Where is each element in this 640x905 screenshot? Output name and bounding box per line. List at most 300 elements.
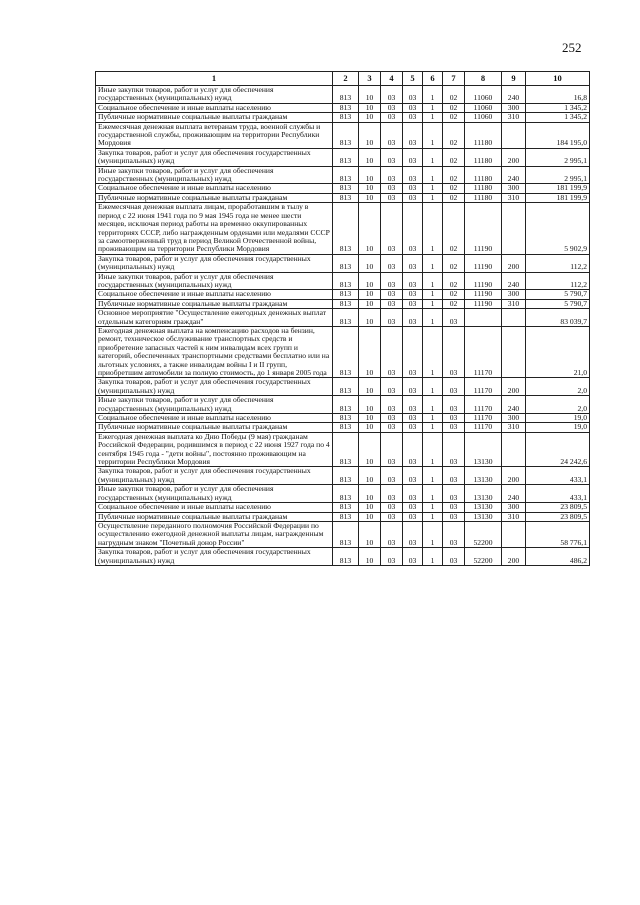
measure-cell: 03 xyxy=(443,512,465,521)
table-row xyxy=(96,309,590,327)
amount-cell: 19,0 xyxy=(526,414,590,423)
row-name-cell: Иные закупки товаров, работ и услуг для обеспечения государственных (муниципальных) нужд xyxy=(96,86,333,104)
amount-cell: 21,0 xyxy=(526,326,590,377)
subsection-cell: 03 xyxy=(381,193,403,202)
header-cell: 3 xyxy=(359,72,381,86)
section-cell: 10 xyxy=(359,148,381,166)
admin-code-cell: 813 xyxy=(333,184,359,193)
subprogram-cell: 1 xyxy=(423,467,443,485)
subsection-cell: 03 xyxy=(381,166,403,184)
direction-cell: 11190 xyxy=(465,299,502,308)
program-cell: 03 xyxy=(403,309,423,327)
direction-cell: 11170 xyxy=(465,423,502,432)
expense-type-cell: 300 xyxy=(502,290,526,299)
subsection-cell: 03 xyxy=(381,548,403,566)
measure-cell: 03 xyxy=(443,378,465,396)
admin-code-cell: 813 xyxy=(333,193,359,202)
amount-cell: 184 195,0 xyxy=(526,122,590,148)
table-row xyxy=(96,193,590,202)
section-cell: 10 xyxy=(359,521,381,547)
section-cell: 10 xyxy=(359,290,381,299)
expense-type-cell: 200 xyxy=(502,467,526,485)
subsection-cell: 03 xyxy=(381,326,403,377)
subsection-cell: 03 xyxy=(381,423,403,432)
section-cell: 10 xyxy=(359,378,381,396)
direction-cell: 11170 xyxy=(465,378,502,396)
subprogram-cell: 1 xyxy=(423,512,443,521)
subprogram-cell: 1 xyxy=(423,503,443,512)
header-cell: 6 xyxy=(423,72,443,86)
subprogram-cell: 1 xyxy=(423,254,443,272)
section-cell: 10 xyxy=(359,299,381,308)
subsection-cell: 03 xyxy=(381,521,403,547)
table-body xyxy=(96,86,590,566)
direction-cell: 13130 xyxy=(465,432,502,467)
amount-cell: 1 345,2 xyxy=(526,113,590,122)
measure-cell: 02 xyxy=(443,166,465,184)
direction-cell: 11180 xyxy=(465,184,502,193)
amount-cell: 1 345,2 xyxy=(526,103,590,112)
section-cell: 10 xyxy=(359,193,381,202)
section-cell: 10 xyxy=(359,113,381,122)
section-cell: 10 xyxy=(359,326,381,377)
table-row xyxy=(96,548,590,566)
table-row xyxy=(96,485,590,503)
amount-cell: 16,8 xyxy=(526,86,590,104)
subprogram-cell: 1 xyxy=(423,378,443,396)
program-cell: 03 xyxy=(403,148,423,166)
row-name-cell: Социальное обеспечение и иные выплаты населению xyxy=(96,103,333,112)
expense-type-cell: 310 xyxy=(502,423,526,432)
expense-type-cell: 200 xyxy=(502,548,526,566)
section-cell: 10 xyxy=(359,503,381,512)
subprogram-cell: 1 xyxy=(423,290,443,299)
table-row xyxy=(96,378,590,396)
table-row xyxy=(96,122,590,148)
expense-type-cell: 310 xyxy=(502,512,526,521)
expense-type-cell xyxy=(502,309,526,327)
amount-cell: 433,1 xyxy=(526,485,590,503)
subprogram-cell: 1 xyxy=(423,86,443,104)
subprogram-cell: 1 xyxy=(423,203,443,254)
subsection-cell: 03 xyxy=(381,485,403,503)
subprogram-cell: 1 xyxy=(423,184,443,193)
section-cell: 10 xyxy=(359,184,381,193)
direction-cell: 13130 xyxy=(465,485,502,503)
direction-cell: 13130 xyxy=(465,503,502,512)
program-cell: 03 xyxy=(403,521,423,547)
row-name-cell: Иные закупки товаров, работ и услуг для обеспечения государственных (муниципальных) нужд xyxy=(96,272,333,290)
expense-type-cell xyxy=(502,203,526,254)
header-cell: 7 xyxy=(443,72,465,86)
measure-cell: 03 xyxy=(443,521,465,547)
amount-cell: 112,2 xyxy=(526,272,590,290)
program-cell: 03 xyxy=(403,113,423,122)
header-cell: 9 xyxy=(502,72,526,86)
amount-cell: 23 809,5 xyxy=(526,503,590,512)
section-cell: 10 xyxy=(359,485,381,503)
direction-cell: 11060 xyxy=(465,103,502,112)
row-name-cell: Публичные нормативные социальные выплаты гражданам xyxy=(96,193,333,202)
expense-type-cell xyxy=(502,326,526,377)
measure-cell: 03 xyxy=(443,326,465,377)
admin-code-cell: 813 xyxy=(333,467,359,485)
measure-cell: 03 xyxy=(443,503,465,512)
expense-type-cell: 310 xyxy=(502,193,526,202)
amount-cell: 181 199,9 xyxy=(526,193,590,202)
subprogram-cell: 1 xyxy=(423,299,443,308)
section-cell: 10 xyxy=(359,423,381,432)
table-row xyxy=(96,414,590,423)
table-row xyxy=(96,290,590,299)
program-cell: 03 xyxy=(403,254,423,272)
amount-cell: 2,0 xyxy=(526,378,590,396)
subprogram-cell: 1 xyxy=(423,326,443,377)
row-name-cell: Закупка товаров, работ и услуг для обеспечения государственных (муниципальных) нужд xyxy=(96,148,333,166)
direction-cell: 11190 xyxy=(465,290,502,299)
table-row xyxy=(96,467,590,485)
measure-cell: 03 xyxy=(443,548,465,566)
expense-type-cell: 240 xyxy=(502,86,526,104)
direction-cell: 11180 xyxy=(465,193,502,202)
amount-cell: 83 039,7 xyxy=(526,309,590,327)
subsection-cell: 03 xyxy=(381,503,403,512)
admin-code-cell: 813 xyxy=(333,166,359,184)
expense-type-cell xyxy=(502,122,526,148)
measure-cell: 02 xyxy=(443,184,465,193)
admin-code-cell: 813 xyxy=(333,503,359,512)
row-name-cell: Закупка товаров, работ и услуг для обеспечения государственных (муниципальных) нужд xyxy=(96,548,333,566)
program-cell: 03 xyxy=(403,103,423,112)
expense-type-cell: 310 xyxy=(502,113,526,122)
subsection-cell: 03 xyxy=(381,290,403,299)
row-name-cell: Иные закупки товаров, работ и услуг для обеспечения государственных (муниципальных) нужд xyxy=(96,485,333,503)
section-cell: 10 xyxy=(359,548,381,566)
amount-cell: 486,2 xyxy=(526,548,590,566)
section-cell: 10 xyxy=(359,432,381,467)
table-row xyxy=(96,423,590,432)
header-cell: 5 xyxy=(403,72,423,86)
program-cell: 03 xyxy=(403,423,423,432)
subprogram-cell: 1 xyxy=(423,432,443,467)
section-cell: 10 xyxy=(359,309,381,327)
row-name-cell: Ежегодная денежная выплата ко Дню Победы (9 мая) гражданам Российской Федерации, родившимся в период с 22 июня 1927 года по 4 сентября 1945 года - "дети войны", постоянно проживающим на территории Республики Мордовия xyxy=(96,432,333,467)
section-cell: 10 xyxy=(359,166,381,184)
measure-cell: 03 xyxy=(443,423,465,432)
row-name-cell: Иные закупки товаров, работ и услуг для обеспечения государственных (муниципальных) нужд xyxy=(96,396,333,414)
direction-cell: 11190 xyxy=(465,254,502,272)
measure-cell: 03 xyxy=(443,432,465,467)
program-cell: 03 xyxy=(403,326,423,377)
table-row xyxy=(96,203,590,254)
admin-code-cell: 813 xyxy=(333,521,359,547)
measure-cell: 02 xyxy=(443,103,465,112)
subprogram-cell: 1 xyxy=(423,485,443,503)
expense-type-cell xyxy=(502,432,526,467)
section-cell: 10 xyxy=(359,272,381,290)
admin-code-cell: 813 xyxy=(333,485,359,503)
subprogram-cell: 1 xyxy=(423,414,443,423)
expense-type-cell xyxy=(502,521,526,547)
table-row xyxy=(96,166,590,184)
admin-code-cell: 813 xyxy=(333,86,359,104)
row-name-cell: Публичные нормативные социальные выплаты гражданам xyxy=(96,113,333,122)
row-name-cell: Публичные нормативные социальные выплаты гражданам xyxy=(96,512,333,521)
direction-cell: 11190 xyxy=(465,203,502,254)
header-cell: 8 xyxy=(465,72,502,86)
direction-cell: 11180 xyxy=(465,122,502,148)
row-name-cell: Ежемесячная денежная выплата ветеранам труда, военной службы и государственной службы, проживающим на территории Республики Мордовия xyxy=(96,122,333,148)
subsection-cell: 03 xyxy=(381,512,403,521)
expense-type-cell: 200 xyxy=(502,148,526,166)
program-cell: 03 xyxy=(403,512,423,521)
table-row xyxy=(96,521,590,547)
direction-cell: 11170 xyxy=(465,326,502,377)
direction-cell: 11170 xyxy=(465,414,502,423)
amount-cell: 24 242,6 xyxy=(526,432,590,467)
table-row xyxy=(96,86,590,104)
section-cell: 10 xyxy=(359,512,381,521)
direction-cell: 13130 xyxy=(465,512,502,521)
admin-code-cell: 813 xyxy=(333,414,359,423)
admin-code-cell: 813 xyxy=(333,103,359,112)
expense-type-cell: 240 xyxy=(502,272,526,290)
admin-code-cell: 813 xyxy=(333,326,359,377)
measure-cell: 02 xyxy=(443,203,465,254)
measure-cell: 02 xyxy=(443,86,465,104)
program-cell: 03 xyxy=(403,86,423,104)
row-name-cell: Закупка товаров, работ и услуг для обеспечения государственных (муниципальных) нужд xyxy=(96,254,333,272)
subprogram-cell: 1 xyxy=(423,521,443,547)
direction-cell: 52200 xyxy=(465,521,502,547)
subsection-cell: 03 xyxy=(381,254,403,272)
row-name-cell: Публичные нормативные социальные выплаты гражданам xyxy=(96,299,333,308)
measure-cell: 03 xyxy=(443,396,465,414)
admin-code-cell: 813 xyxy=(333,378,359,396)
subsection-cell: 03 xyxy=(381,122,403,148)
direction-cell: 11180 xyxy=(465,166,502,184)
direction-cell: 11190 xyxy=(465,272,502,290)
admin-code-cell: 813 xyxy=(333,432,359,467)
row-name-cell: Ежегодная денежная выплата на компенсацию расходов на бензин, ремонт, техническое обслуживание транспортных средств и приобретение запасных частей к ним инвалидам всех групп и категорий, обеспеченных транспортными средствами бесплатно или на льготных условиях, а также инвалидам войны I и II групп, приобретшим автомобили за полную стоимость, до 1 января 2005 года xyxy=(96,326,333,377)
admin-code-cell: 813 xyxy=(333,396,359,414)
measure-cell: 03 xyxy=(443,414,465,423)
program-cell: 03 xyxy=(403,485,423,503)
amount-cell: 181 199,9 xyxy=(526,184,590,193)
table-row xyxy=(96,272,590,290)
program-cell: 03 xyxy=(403,467,423,485)
admin-code-cell: 813 xyxy=(333,548,359,566)
program-cell: 03 xyxy=(403,299,423,308)
amount-cell: 5 790,7 xyxy=(526,290,590,299)
subsection-cell: 03 xyxy=(381,203,403,254)
program-cell: 03 xyxy=(403,166,423,184)
amount-cell: 433,1 xyxy=(526,467,590,485)
admin-code-cell: 813 xyxy=(333,272,359,290)
measure-cell: 02 xyxy=(443,254,465,272)
subsection-cell: 03 xyxy=(381,396,403,414)
amount-cell: 112,2 xyxy=(526,254,590,272)
direction-cell: 11170 xyxy=(465,396,502,414)
subsection-cell: 03 xyxy=(381,148,403,166)
row-name-cell: Социальное обеспечение и иные выплаты населению xyxy=(96,184,333,193)
row-name-cell: Иные закупки товаров, работ и услуг для обеспечения государственных (муниципальных) нужд xyxy=(96,166,333,184)
amount-cell: 23 809,5 xyxy=(526,512,590,521)
program-cell: 03 xyxy=(403,193,423,202)
amount-cell: 2,0 xyxy=(526,396,590,414)
subprogram-cell: 1 xyxy=(423,122,443,148)
admin-code-cell: 813 xyxy=(333,512,359,521)
expense-type-cell: 240 xyxy=(502,396,526,414)
program-cell: 03 xyxy=(403,203,423,254)
subsection-cell: 03 xyxy=(381,432,403,467)
subsection-cell: 03 xyxy=(381,467,403,485)
subsection-cell: 03 xyxy=(381,299,403,308)
table-row xyxy=(96,148,590,166)
measure-cell: 02 xyxy=(443,290,465,299)
subprogram-cell: 1 xyxy=(423,548,443,566)
direction-cell xyxy=(465,309,502,327)
subsection-cell: 03 xyxy=(381,309,403,327)
admin-code-cell: 813 xyxy=(333,290,359,299)
expense-type-cell: 300 xyxy=(502,103,526,112)
table-row xyxy=(96,184,590,193)
header-cell: 2 xyxy=(333,72,359,86)
admin-code-cell: 813 xyxy=(333,423,359,432)
header-cell: 4 xyxy=(381,72,403,86)
table-row xyxy=(96,432,590,467)
header-cell: 10 xyxy=(526,72,590,86)
subprogram-cell: 1 xyxy=(423,113,443,122)
admin-code-cell: 813 xyxy=(333,203,359,254)
table-row xyxy=(96,396,590,414)
subprogram-cell: 1 xyxy=(423,148,443,166)
program-cell: 03 xyxy=(403,396,423,414)
program-cell: 03 xyxy=(403,184,423,193)
measure-cell: 02 xyxy=(443,299,465,308)
table-header-row xyxy=(96,72,590,86)
measure-cell: 02 xyxy=(443,122,465,148)
admin-code-cell: 813 xyxy=(333,113,359,122)
subsection-cell: 03 xyxy=(381,113,403,122)
header-cell: 1 xyxy=(96,72,333,86)
section-cell: 10 xyxy=(359,103,381,112)
program-cell: 03 xyxy=(403,432,423,467)
admin-code-cell: 813 xyxy=(333,309,359,327)
program-cell: 03 xyxy=(403,503,423,512)
section-cell: 10 xyxy=(359,396,381,414)
table-row xyxy=(96,503,590,512)
direction-cell: 11180 xyxy=(465,148,502,166)
row-name-cell: Закупка товаров, работ и услуг для обеспечения государственных (муниципальных) нужд xyxy=(96,378,333,396)
subprogram-cell: 1 xyxy=(423,396,443,414)
table-row xyxy=(96,512,590,521)
row-name-cell: Ежемесячная денежная выплата лицам, проработавшим в тылу в период с 22 июня 1941 года по 9 мая 1945 года не менее шести месяцев, исключая период работы на временно оккупированных территориях СССР, либо награжденным орденами или медалями СССР за самоотверженный труд в период Великой Отечественной войны, проживающим на территории Республики Мордовия xyxy=(96,203,333,254)
expense-type-cell: 240 xyxy=(502,485,526,503)
row-name-cell: Публичные нормативные социальные выплаты гражданам xyxy=(96,423,333,432)
expense-type-cell: 240 xyxy=(502,166,526,184)
program-cell: 03 xyxy=(403,378,423,396)
row-name-cell: Осуществление переданного полномочия Российской Федерации по осуществлению ежегодной денежной выплаты лицам, награжденным нагрудным знаком "Почетный донор России" xyxy=(96,521,333,547)
table-row xyxy=(96,103,590,112)
amount-cell: 19,0 xyxy=(526,423,590,432)
subsection-cell: 03 xyxy=(381,378,403,396)
program-cell: 03 xyxy=(403,414,423,423)
measure-cell: 03 xyxy=(443,309,465,327)
row-name-cell: Социальное обеспечение и иные выплаты населению xyxy=(96,503,333,512)
admin-code-cell: 813 xyxy=(333,254,359,272)
expense-type-cell: 300 xyxy=(502,414,526,423)
expense-type-cell: 300 xyxy=(502,503,526,512)
section-cell: 10 xyxy=(359,203,381,254)
budget-table xyxy=(95,71,590,566)
direction-cell: 52200 xyxy=(465,548,502,566)
measure-cell: 02 xyxy=(443,148,465,166)
section-cell: 10 xyxy=(359,86,381,104)
amount-cell: 5 902,9 xyxy=(526,203,590,254)
measure-cell: 02 xyxy=(443,193,465,202)
amount-cell: 5 790,7 xyxy=(526,299,590,308)
subsection-cell: 03 xyxy=(381,103,403,112)
section-cell: 10 xyxy=(359,414,381,423)
subprogram-cell: 1 xyxy=(423,193,443,202)
subsection-cell: 03 xyxy=(381,86,403,104)
table-row xyxy=(96,326,590,377)
direction-cell: 11060 xyxy=(465,86,502,104)
program-cell: 03 xyxy=(403,548,423,566)
table-row xyxy=(96,254,590,272)
measure-cell: 03 xyxy=(443,485,465,503)
expense-type-cell: 200 xyxy=(502,378,526,396)
row-name-cell: Социальное обеспечение и иные выплаты населению xyxy=(96,414,333,423)
row-name-cell: Социальное обеспечение и иные выплаты населению xyxy=(96,290,333,299)
expense-type-cell: 200 xyxy=(502,254,526,272)
amount-cell: 2 995,1 xyxy=(526,166,590,184)
admin-code-cell: 813 xyxy=(333,122,359,148)
section-cell: 10 xyxy=(359,254,381,272)
admin-code-cell: 813 xyxy=(333,299,359,308)
measure-cell: 03 xyxy=(443,467,465,485)
direction-cell: 13130 xyxy=(465,467,502,485)
section-cell: 10 xyxy=(359,467,381,485)
measure-cell: 02 xyxy=(443,272,465,290)
subprogram-cell: 1 xyxy=(423,166,443,184)
direction-cell: 11060 xyxy=(465,113,502,122)
admin-code-cell: 813 xyxy=(333,148,359,166)
table-row xyxy=(96,299,590,308)
expense-type-cell: 310 xyxy=(502,299,526,308)
section-cell: 10 xyxy=(359,122,381,148)
page-number: 252 xyxy=(562,40,582,55)
subprogram-cell: 1 xyxy=(423,309,443,327)
subsection-cell: 03 xyxy=(381,184,403,193)
row-name-cell: Основное мероприятие "Осуществление ежегодных денежных выплат отдельным категориям граждан" xyxy=(96,309,333,327)
program-cell: 03 xyxy=(403,290,423,299)
measure-cell: 02 xyxy=(443,113,465,122)
subsection-cell: 03 xyxy=(381,414,403,423)
program-cell: 03 xyxy=(403,122,423,148)
subprogram-cell: 1 xyxy=(423,103,443,112)
row-name-cell: Закупка товаров, работ и услуг для обеспечения государственных (муниципальных) нужд xyxy=(96,467,333,485)
amount-cell: 58 776,1 xyxy=(526,521,590,547)
subsection-cell: 03 xyxy=(381,272,403,290)
subprogram-cell: 1 xyxy=(423,423,443,432)
subprogram-cell: 1 xyxy=(423,272,443,290)
table-row xyxy=(96,113,590,122)
amount-cell: 2 995,1 xyxy=(526,148,590,166)
program-cell: 03 xyxy=(403,272,423,290)
expense-type-cell: 300 xyxy=(502,184,526,193)
